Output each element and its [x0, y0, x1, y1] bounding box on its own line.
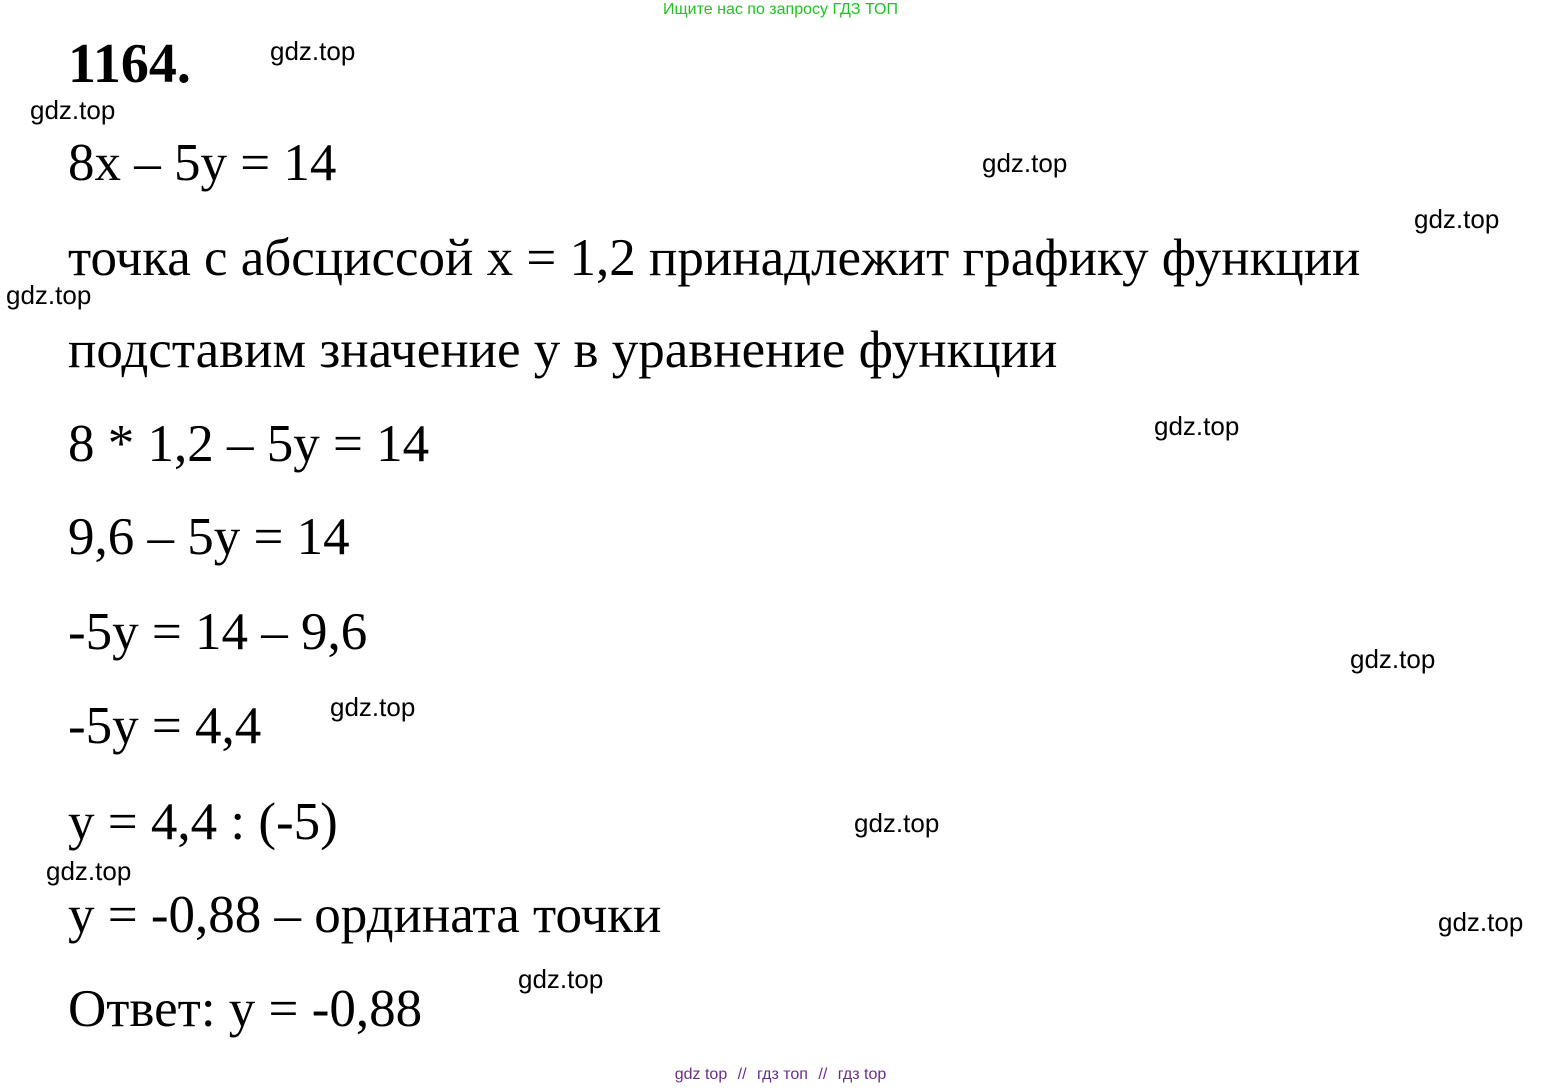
watermark: gdz.top [30, 95, 116, 125]
statement-line: точка с абсциссой x = 1,2 принадлежит графику функции [68, 229, 1361, 287]
watermark: gdz.top [982, 148, 1068, 178]
watermark: gdz.top [1414, 204, 1500, 234]
watermark: gdz.top [854, 808, 940, 838]
equation-line: 9,6 – 5y = 14 [68, 508, 350, 566]
equation-line: 8x – 5y = 14 [68, 134, 337, 192]
problem-number: 1164. [68, 33, 191, 95]
equation-line: 8 * 1,2 – 5y = 14 [68, 415, 430, 473]
equation-line: -5y = 14 – 9,6 [68, 603, 368, 661]
footer-separator: // [818, 1066, 828, 1083]
watermark: gdz.top [1350, 644, 1436, 674]
watermark: gdz.top [330, 692, 416, 722]
watermark: gdz.top [6, 280, 92, 310]
watermark: gdz.top [1154, 411, 1240, 441]
watermark: gdz.top [518, 964, 604, 994]
footer-link[interactable]: gdz top [674, 1066, 728, 1083]
answer-line: Ответ: y = -0,88 [68, 980, 423, 1038]
watermark: gdz.top [270, 36, 356, 66]
equation-line: -5y = 4,4 [68, 697, 262, 755]
footer-links [0, 1066, 1561, 1084]
equation-line: y = 4,4 : (-5) [68, 793, 338, 851]
watermark: gdz.top [1438, 907, 1524, 937]
footer-link[interactable]: гдз top [837, 1066, 887, 1083]
result-line: y = -0,88 – ордината точки [68, 886, 662, 944]
footer-link[interactable]: гдз топ [757, 1066, 808, 1083]
top-banner[interactable]: Ищите нас по запросу ГДЗ ТОП [663, 1, 898, 18]
watermark: gdz.top [46, 856, 132, 886]
footer-separator: // [737, 1066, 747, 1083]
statement-line: подставим значение y в уравнение функции [68, 321, 1058, 379]
